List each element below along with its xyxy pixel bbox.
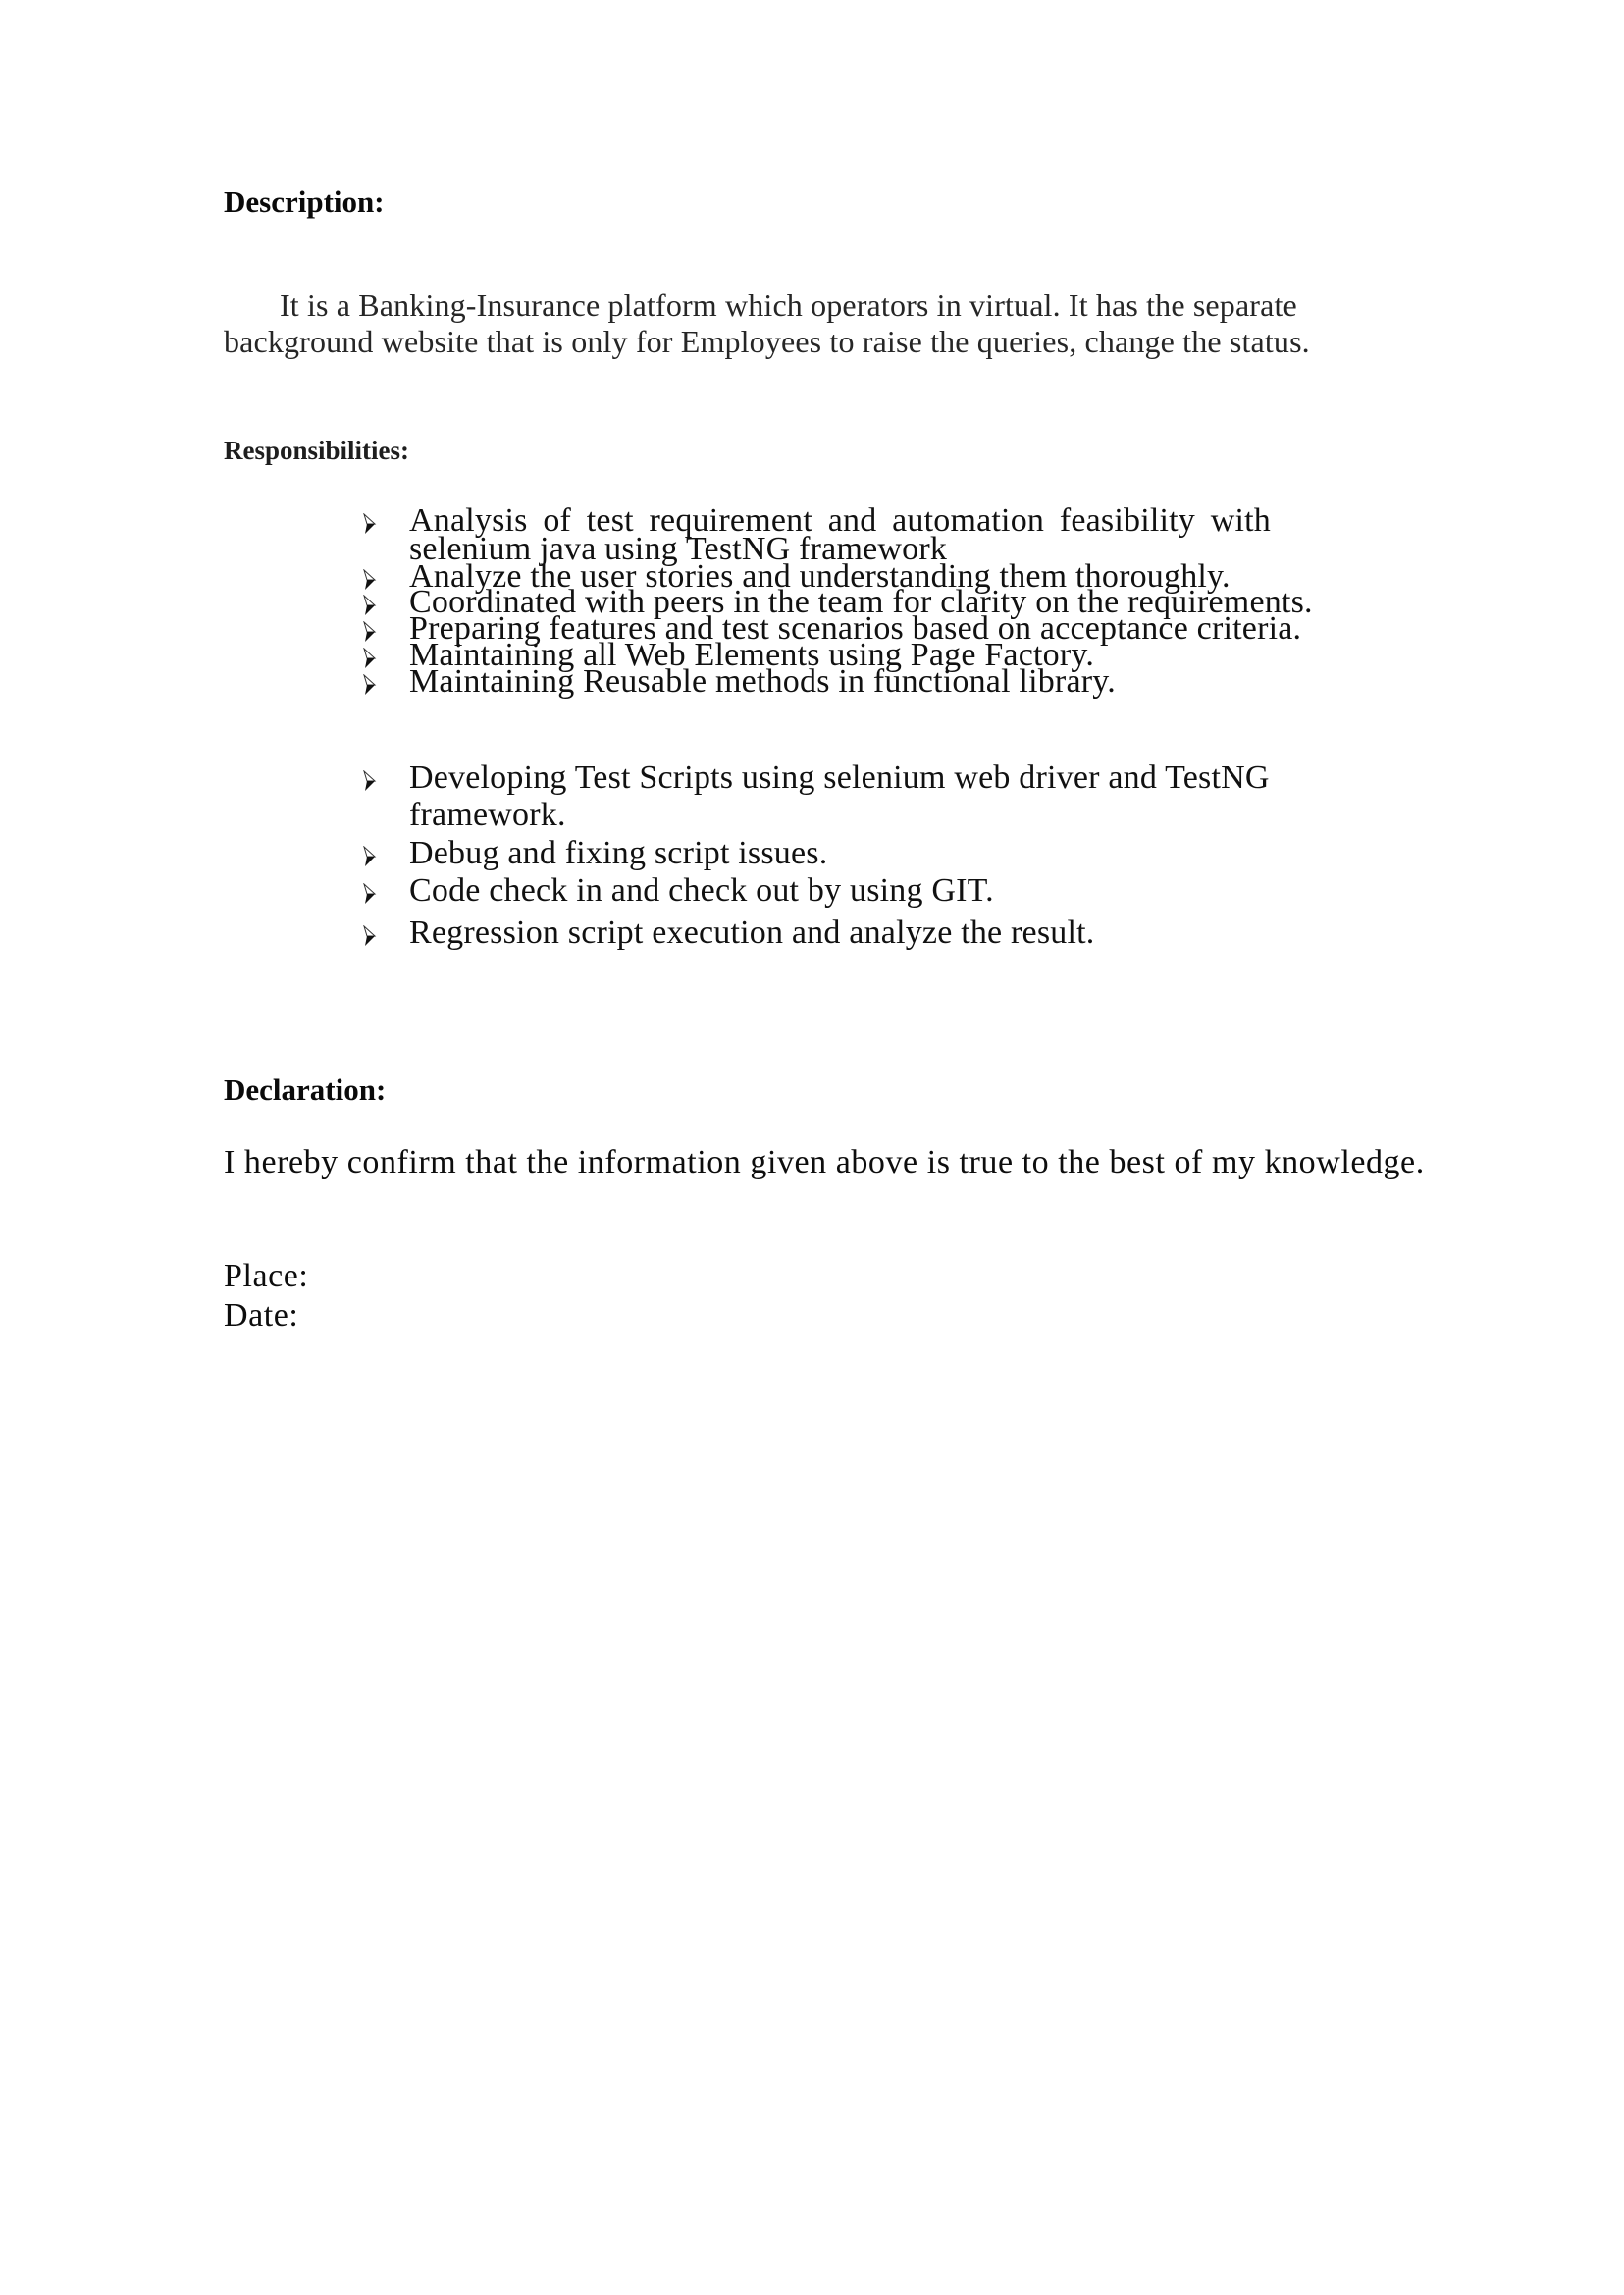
responsibilities-heading: Responsibilities: <box>224 436 410 465</box>
date-label: Date: <box>224 1297 299 1333</box>
word: and <box>827 502 877 539</box>
description-line-2: background website that is only for Employees to raise the queries, change the status. <box>224 324 1310 359</box>
arrowhead-bullet-icon <box>363 883 377 905</box>
list-item-text: Maintaining all Web Elements using Page Factory. <box>409 637 1095 673</box>
arrowhead-bullet-icon <box>363 770 377 792</box>
description-line-1: It is a Banking-Insurance platform which operators in virtual. It has the separate <box>280 287 1297 323</box>
list-item-text: Coordinated with peers in the team for clarity on the requirements. <box>409 584 1313 620</box>
list-item-text-line-2: selenium java using TestNG framework <box>409 531 948 567</box>
word: feasibility <box>1059 502 1195 539</box>
word: test <box>586 502 634 539</box>
list-item-text: Debug and fixing script issues. <box>409 835 828 871</box>
arrowhead-bullet-icon <box>363 513 377 535</box>
list-item-text: Analyze the user stories and understanding them thoroughly. <box>409 558 1231 595</box>
list-item-text: Regression script execution and analyze the result. <box>409 914 1095 951</box>
arrowhead-bullet-icon <box>363 621 377 643</box>
list-item-text: Preparing features and test scenarios based on acceptance criteria. <box>409 610 1302 647</box>
arrowhead-bullet-icon <box>363 674 377 696</box>
word: with <box>1210 502 1271 539</box>
list-item-text-line-1: Developing Test Scripts using selenium web driver and TestNG <box>409 759 1270 796</box>
declaration-heading: Declaration: <box>224 1072 387 1107</box>
declaration-statement: I hereby confirm that the information given above is true to the best of my knowledge. <box>224 1144 1425 1180</box>
word: Analysis <box>409 502 528 539</box>
arrowhead-bullet-icon <box>363 648 377 669</box>
description-heading: Description: <box>224 184 385 219</box>
arrowhead-bullet-icon <box>363 925 377 947</box>
word: automation <box>892 502 1045 539</box>
list-item-text: Code check in and check out by using GIT. <box>409 872 994 909</box>
list-item-text-line-2: framework. <box>409 797 566 833</box>
arrowhead-bullet-icon <box>363 595 377 616</box>
word: requirement <box>649 502 812 539</box>
arrowhead-bullet-icon <box>363 846 377 867</box>
list-item-text: Maintaining Reusable methods in functional library. <box>409 663 1116 700</box>
arrowhead-bullet-icon <box>363 569 377 591</box>
word: of <box>543 502 572 539</box>
place-label: Place: <box>224 1258 309 1294</box>
